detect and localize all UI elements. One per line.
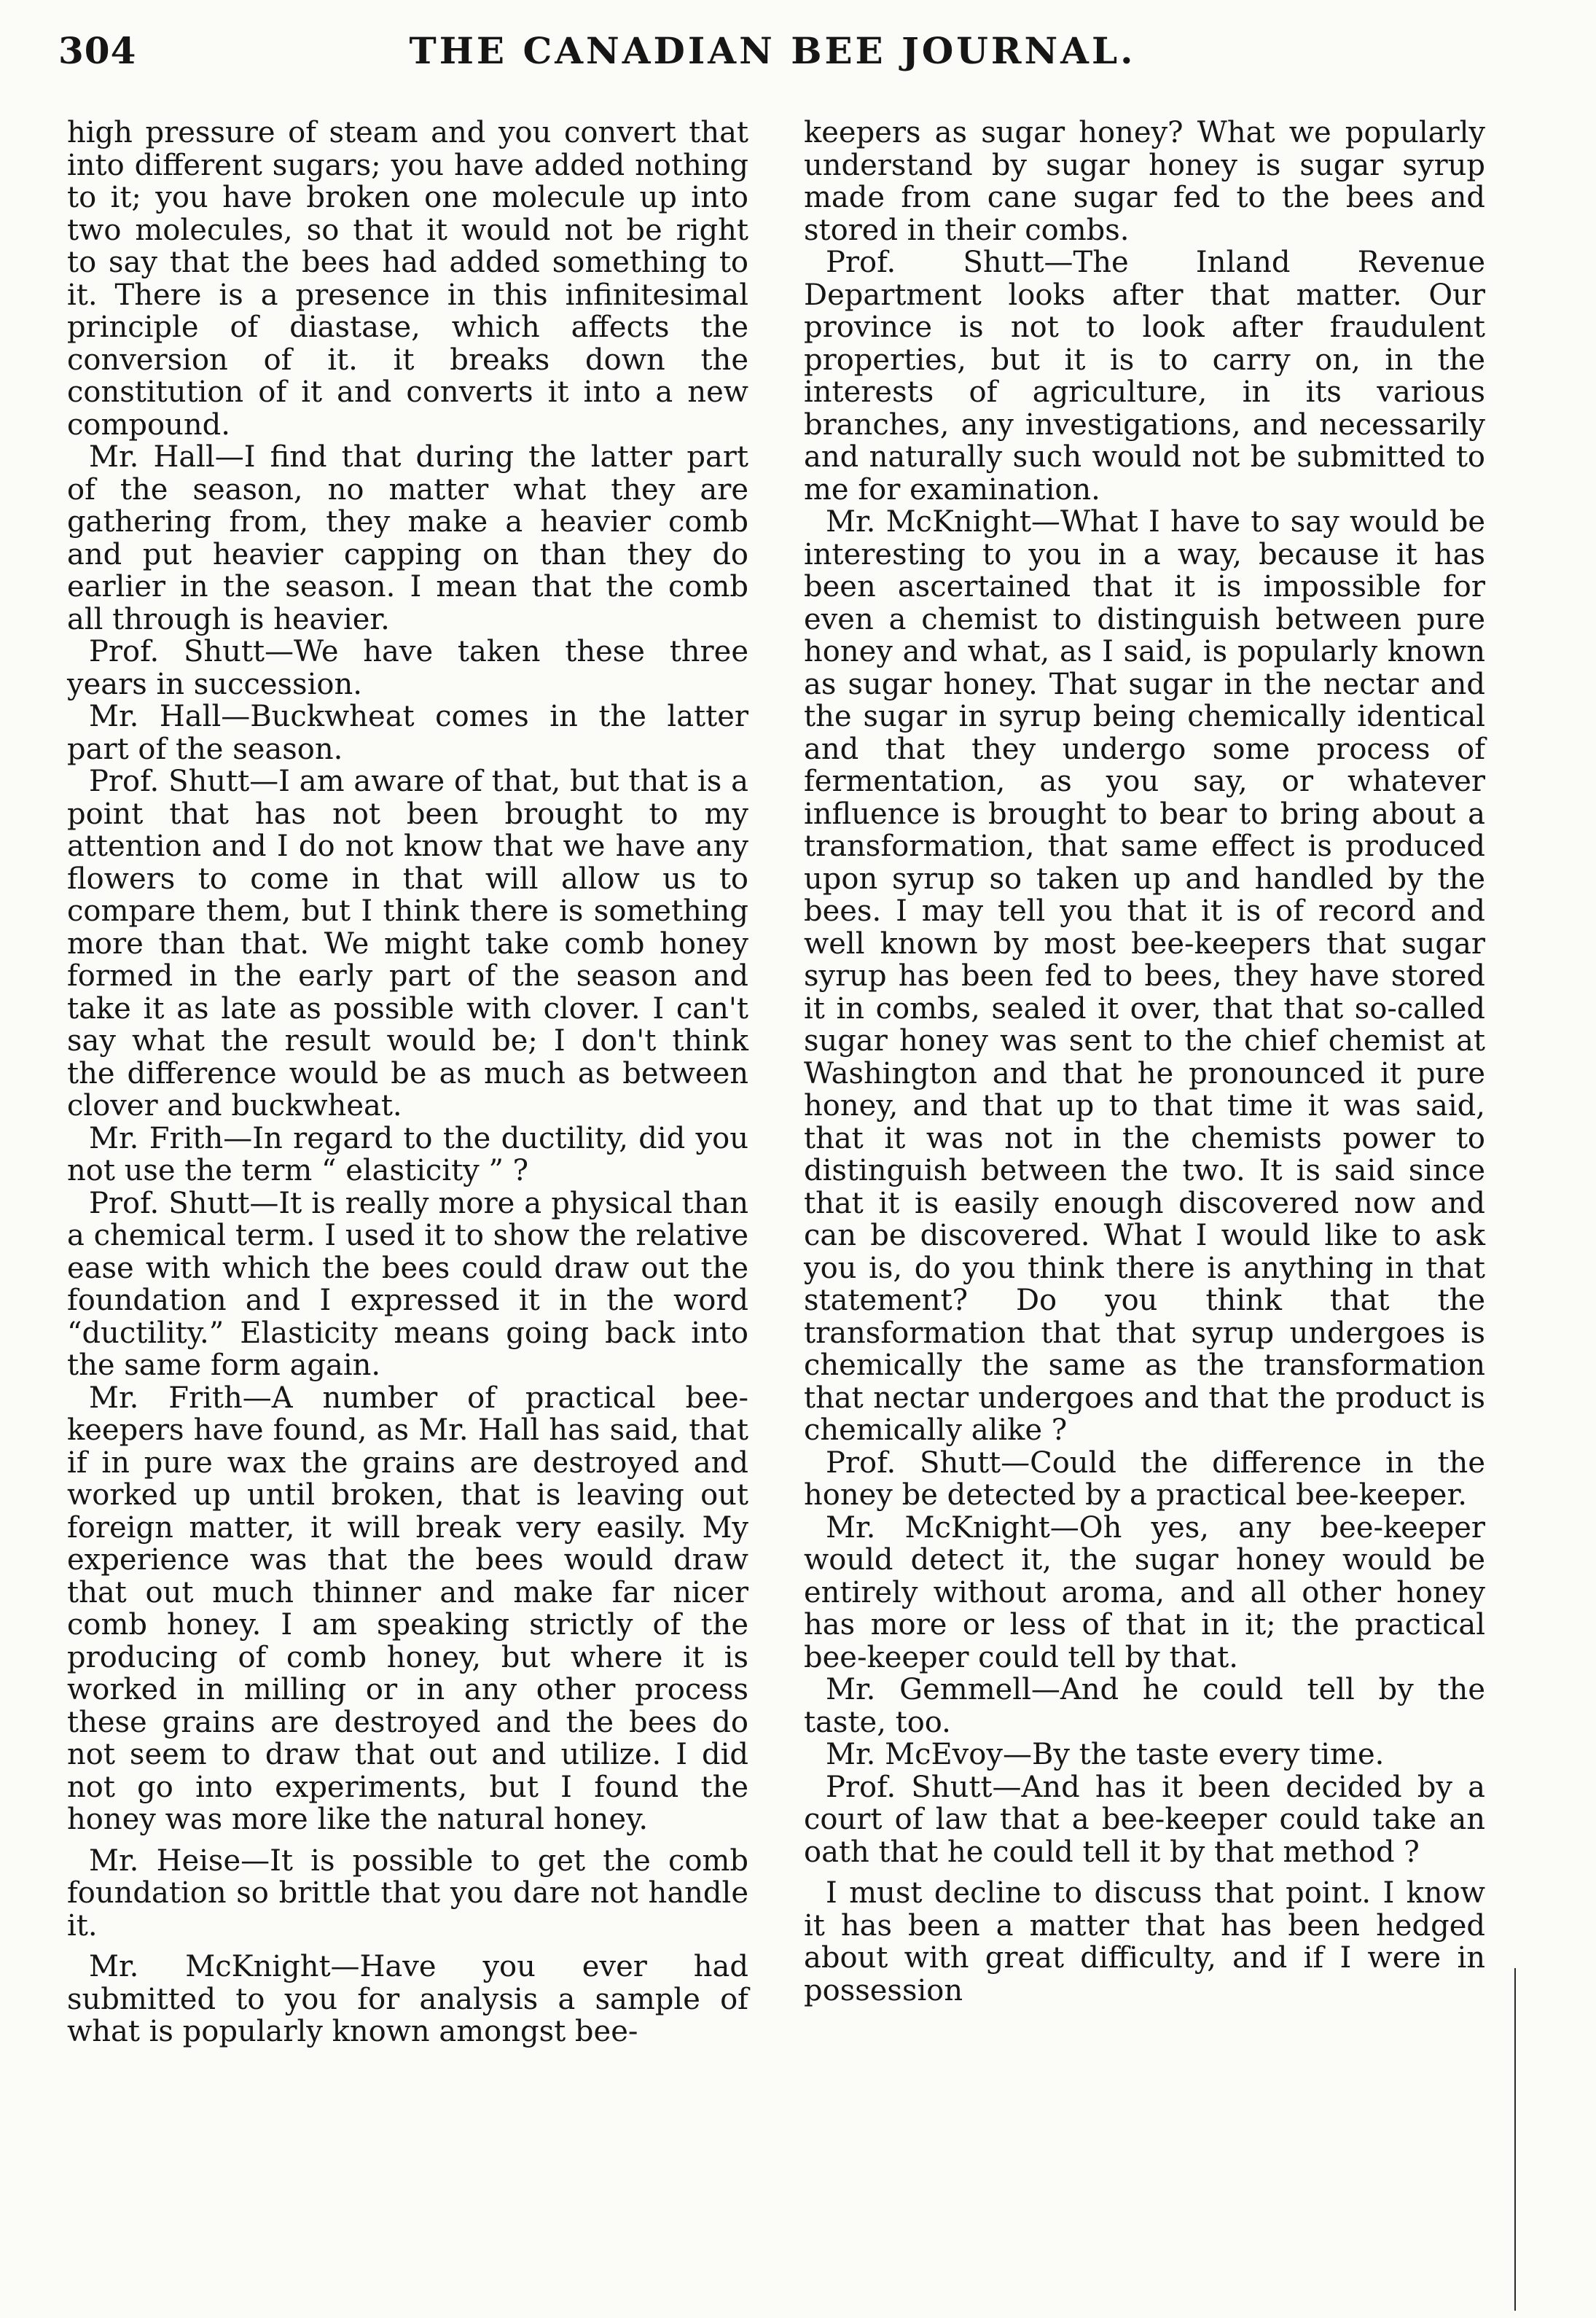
paragraph: high pressure of steam and you convert that into different sugars; you have added nothing to it; you have broken one molecule up into two molecules, so that it would not be right to say that the bees had added something to it. There is a presence in this infinitesimal principle of diastase, which affects the conversion of it. it breaks down the constitution of it and converts it into a new compound.	[67, 116, 748, 442]
left-column	[67, 117, 748, 2048]
right-column	[804, 117, 1485, 2007]
paragraph: Mr. Frith—A number of practical bee-keepers have found, as Mr. Hall has said, that if in pure wax the grains are destroyed and worked up until broken, that is leaving out foreign matter, it will break very easily. My experience was that the bees would draw that out much thinner and make far nicer comb honey. I am speaking strictly of the producing of comb honey, but where it is worked in milling or in any other process these grains are destroyed and the bees do not seem to draw that out and utilize. I did not go into experiments, but I found the honey was more like the natural honey.	[67, 1381, 748, 1836]
paragraph: Prof. Shutt—Could the difference in the honey be detected by a practical bee-keeper.	[804, 1445, 1485, 1512]
paragraph: Mr. Gemmell—And he could tell by the taste, too.	[804, 1673, 1485, 1739]
paragraph: keepers as sugar honey? What we popularly understand by sugar honey is sugar syrup made from cane sugar fed to the bees and stored in their combs.	[804, 116, 1485, 247]
paragraph: Mr. McKnight—Have you ever had submitted to you for analysis a sample of what is popularly known amongst bee-	[67, 1950, 748, 2048]
page-header	[58, 29, 1487, 80]
page-number: 304	[58, 29, 137, 72]
paragraph: Mr. Hall—Buckwheat comes in the latter part of the season.	[67, 700, 748, 766]
margin-rule	[1514, 1968, 1516, 2311]
paragraph: Prof. Shutt—We have taken these three years in succession.	[67, 635, 748, 701]
paragraph: Mr. McEvoy—By the taste every time.	[826, 1738, 1385, 1771]
paragraph: Mr. McKnight—What I have to say would be interesting to you in a way, because it has been ascertained that it is impossible for even a chemist to distinguish between pure honey and what, as I said, is popularly known as sugar honey. That sugar in the nectar and the sugar in syrup being chemically identical and that they undergo some process of fermentation, as you say, or whatever influence is brought to bear to bring about a transformation, that same effect is produced upon syrup so taken up and handled by the bees. I may tell you that it is of record and well known by most bee-keepers that sugar syrup has been fed to bees, they have stored it in combs, sealed it over, that that so-called sugar honey was sent to the chief chemist at Washington and that he pronounced it pure honey, and that up to that time it was said, that it was not in the chemists power to distinguish between the two. It is said since that it is easily enough discovered now and can be discovered. What I would like to ask you is, do you think there is anything in that statement? Do you think that the transformation that that syrup undergoes is chemically the same as the transformation that nectar undergoes and that the product is chemically alike ?	[804, 505, 1485, 1447]
paragraph: Mr. Heise—It is possible to get the comb foundation so brittle that you dare not handle it.	[67, 1843, 748, 1943]
paragraph: Mr. Frith—In regard to the ductility, did you not use the term “ elasticity ” ?	[67, 1121, 748, 1187]
paragraph: I must decline to discuss that point. I know it has been a matter that has been hedged about with great difficulty, and if I were in possession	[804, 1876, 1485, 2007]
paragraph: Prof. Shutt—The Inland Revenue Department looks after that matter. Our province is not to look after fraudulent properties, but it is to carry on, in the interests of agriculture, in its various branches, any investigations, and necessarily and naturally such would not be submitted to me for examination.	[804, 246, 1485, 507]
paragraph: Prof. Shutt—It is really more a physical than a chemical term. I used it to show the relative ease with which the bees could draw out the foundation and I expressed it in the word “ductility.” Elasticity means going back into the same form again.	[67, 1186, 748, 1382]
paragraph: Mr. Hall—I find that during the latter part of the season, no matter what they are gathering from, they make a heavier comb and put heavier capping on than they do earlier in the season. I mean that the comb all through is heavier.	[67, 440, 748, 636]
paragraph: Prof. Shutt—And has it been decided by a court of law that a bee-keeper could take an oath that he could tell it by that method ?	[804, 1770, 1485, 1869]
paragraph: Prof. Shutt—I am aware of that, but that is a point that has not been brought to my attention and I do not know that we have any flowers to come in that will allow us to compare them, but I think there is something more than that. We might take comb honey formed in the early part of the season and take it as late as possible with clover. I can't say what the result would be; I don't think the difference would be as much as between clover and buckwheat.	[67, 765, 748, 1123]
paragraph: Mr. McKnight—Oh yes, any bee-keeper would detect it, the sugar honey would be entirely without aroma, and all other honey has more or less of that in it; the practical bee-keeper could tell by that.	[804, 1510, 1485, 1674]
running-title: THE CANADIAN BEE JOURNAL.	[409, 29, 1136, 72]
